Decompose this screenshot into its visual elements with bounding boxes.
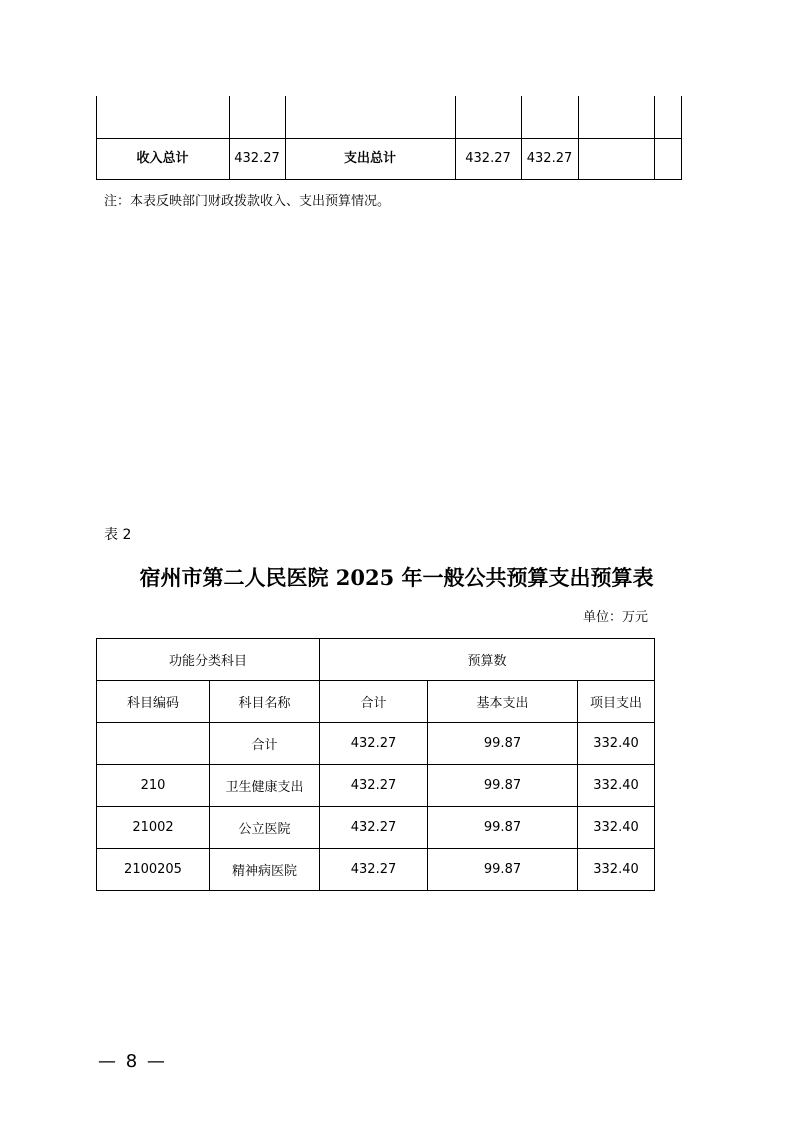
header-functional-classification: 功能分类科目 bbox=[97, 639, 320, 681]
table-cell: 432.27 bbox=[320, 849, 428, 891]
table-cell: 精神病医院 bbox=[210, 849, 320, 891]
table-cell: 99.87 bbox=[428, 765, 578, 807]
table-row bbox=[97, 807, 655, 849]
income-total-label: 收入总计 bbox=[136, 151, 189, 166]
table-cell: 432.27 bbox=[320, 723, 428, 765]
income-expense-summary-table bbox=[96, 96, 682, 180]
table-note: 注：本表反映部门财政拨款收入、支出预算情况。 bbox=[104, 194, 391, 209]
table-border bbox=[96, 138, 682, 139]
table-label: 表 2 bbox=[104, 527, 132, 543]
expense-total-value: 432.27 bbox=[465, 151, 511, 166]
table-cell: 332.40 bbox=[578, 723, 655, 765]
table-header-row bbox=[97, 639, 655, 681]
table-cell: 332.40 bbox=[578, 765, 655, 807]
table-cell: 21002 bbox=[97, 807, 210, 849]
table-row bbox=[97, 765, 655, 807]
table-row bbox=[97, 849, 655, 891]
page-number: — 8 — bbox=[98, 1051, 167, 1072]
table-cell: 332.40 bbox=[578, 849, 655, 891]
table-cell: 432.27 bbox=[320, 765, 428, 807]
header-budget-amount: 预算数 bbox=[320, 639, 655, 681]
table-cell: 99.87 bbox=[428, 723, 578, 765]
column-header: 科目编码 bbox=[97, 681, 210, 723]
table-cell: 99.87 bbox=[428, 849, 578, 891]
table-cell: 210 bbox=[97, 765, 210, 807]
table-title: 宿州市第二人民医院 2025 年一般公共预算支出预算表 bbox=[139, 565, 654, 590]
column-header: 合计 bbox=[320, 681, 428, 723]
table-header-row bbox=[97, 681, 655, 723]
table-cell: 332.40 bbox=[578, 807, 655, 849]
unit-label: 单位：万元 bbox=[582, 610, 648, 625]
expense-total-label: 支出总计 bbox=[343, 151, 396, 166]
budget-expenditure-table bbox=[96, 638, 655, 891]
column-header: 项目支出 bbox=[578, 681, 655, 723]
table-row bbox=[97, 723, 655, 765]
column-header: 科目名称 bbox=[210, 681, 320, 723]
table-cell: 公立医院 bbox=[210, 807, 320, 849]
expense-total-value: 432.27 bbox=[526, 151, 573, 166]
table-cell: 合计 bbox=[210, 723, 320, 765]
table-cell: 432.27 bbox=[320, 807, 428, 849]
column-header: 基本支出 bbox=[428, 681, 578, 723]
table-cell: 99.87 bbox=[428, 807, 578, 849]
table-cell: 卫生健康支出 bbox=[210, 765, 320, 807]
table-cell: 2100205 bbox=[97, 849, 210, 891]
table-border bbox=[96, 179, 682, 180]
table-cell bbox=[97, 723, 210, 765]
income-total-value: 432.27 bbox=[234, 151, 280, 166]
